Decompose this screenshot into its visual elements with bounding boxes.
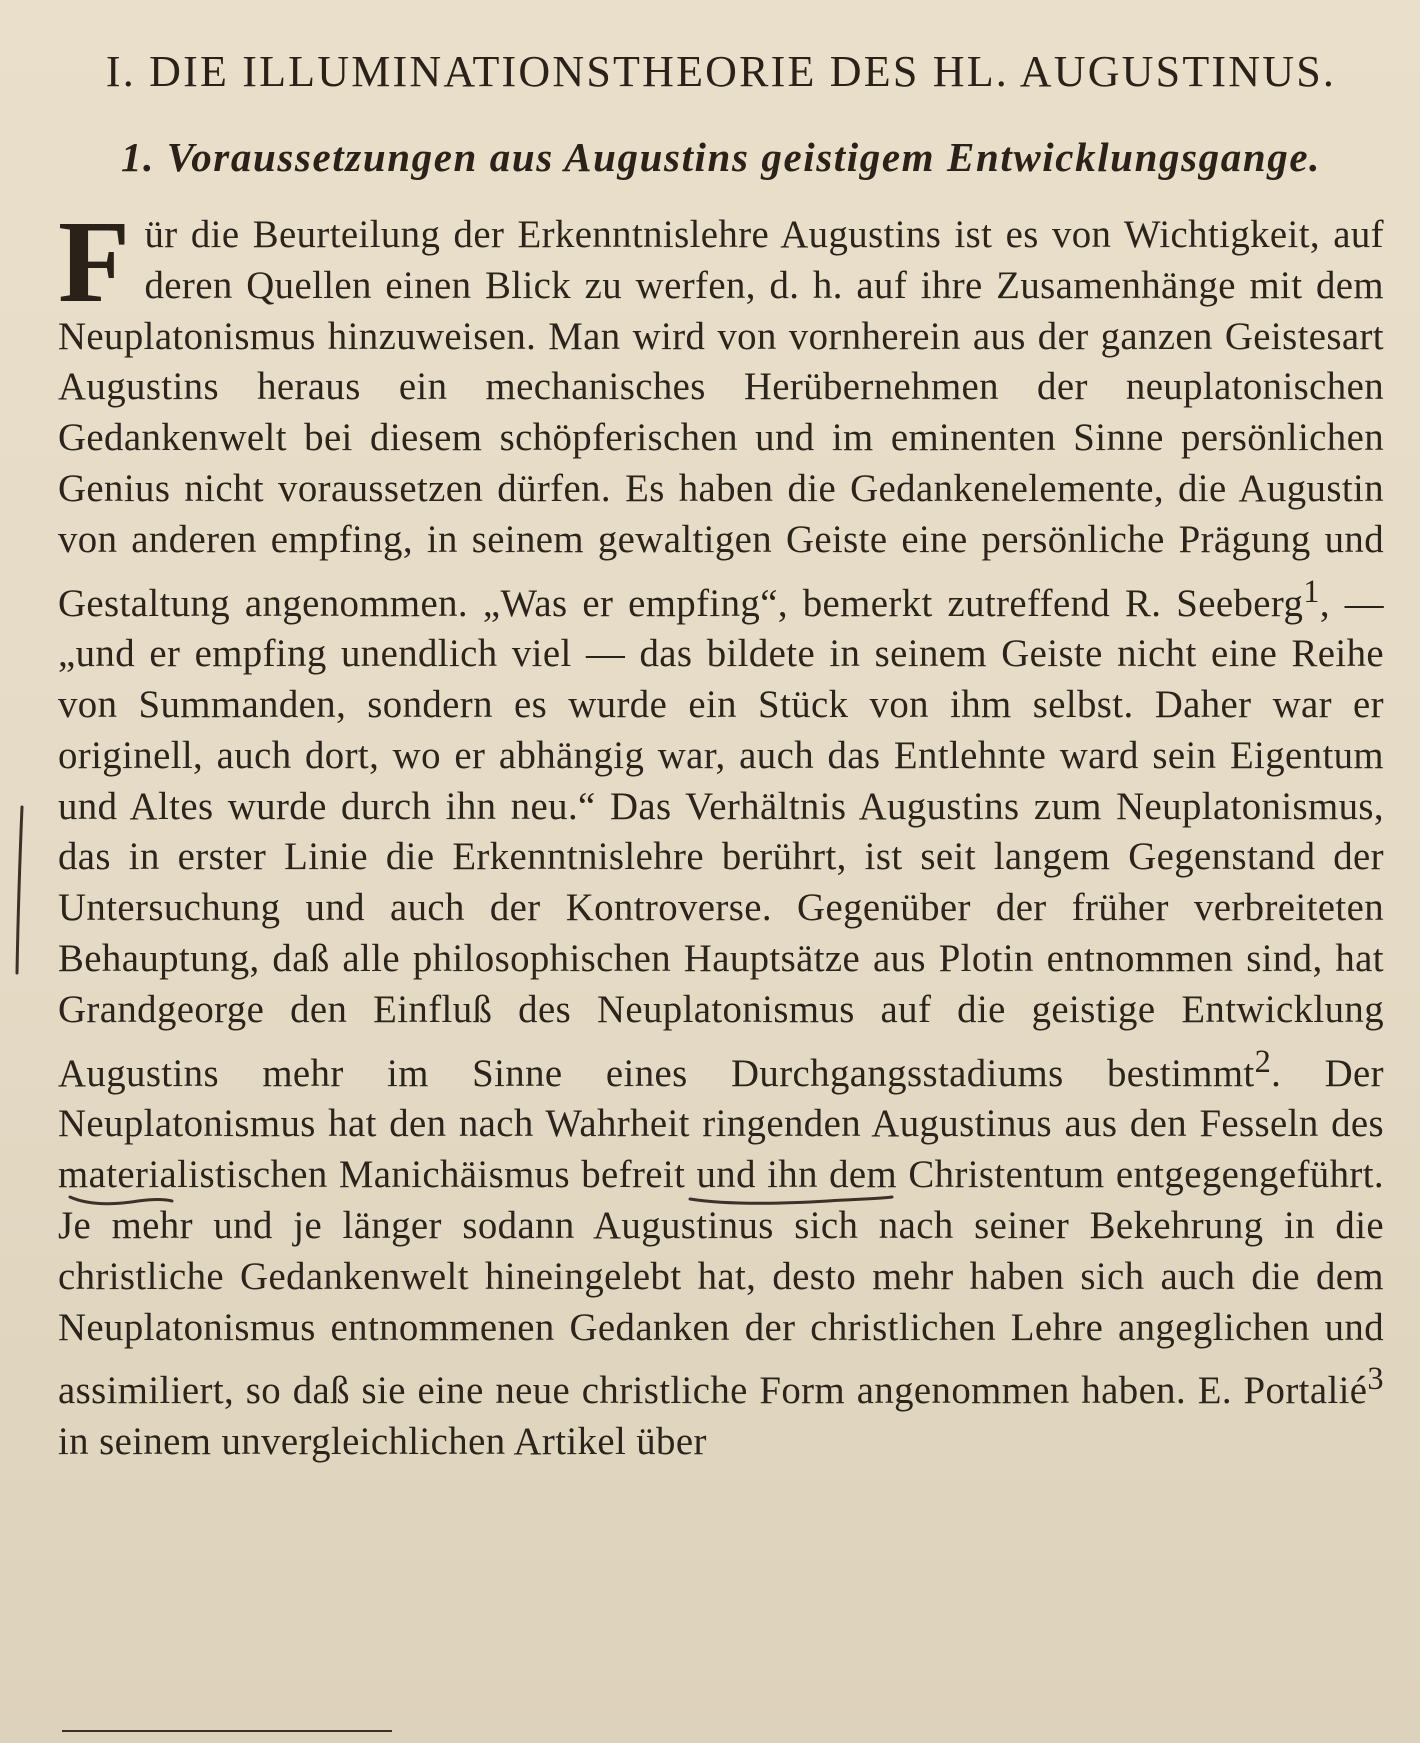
chapter-title: I. DIE ILLUMINATIONSTHEORIE DES HL. AUGUSTINUS. — [105, 47, 1337, 96]
book-page — [58, 40, 1384, 1730]
footnote-ref-2[interactable]: 2 — [1254, 1042, 1272, 1079]
underlined-name-grandgeorge: Grandgeorge — [58, 987, 265, 1031]
paragraph-text-1: ür die Beurteilung der Erkenntnislehre Augustins ist es von Wichtigkeit, auf deren Quellen einen Blick zu werfen, d. h. auf ihre Zusamenhänge mit dem Neuplatonismus hinzuweisen. Man wird von vornherein aus der ganzen Geistesart Augustins heraus ein mechanisches Herübernehmen der neuplatonischen Gedankenwelt bei diesem schöpferischen und im eminenten Sinne persönlichen Genius nicht voraussetzen dürfen. Es haben die Gedankenelemente, die Augustin von anderen empfing, in seinem gewaltigen Geiste eine persönliche Prägung und Gestaltung angenommen. „Was er empfing“, bemerkt zutreffend R. Seeberg — [58, 213, 1384, 625]
footnote-ref-3[interactable]: 3 — [1367, 1360, 1384, 1397]
paragraph-text-4: den Einfluß des Neuplatonismus auf die geistige Entwicklung Augustins mehr im Sinne eines Durchgangsstadiums bestimmt — [58, 987, 1384, 1095]
pencil-margin-mark — [14, 805, 24, 975]
paragraph-text-5: . Der Neuplatonismus hat den nach Wahrheit ringenden Augustinus aus den Fesseln des materialistischen Manichäismus befreit und ihn dem Christentum entgegengeführt. Je mehr und je länger sodann Augustinus sich nach seiner Bekehrung in die christliche Gedankenwelt hineingelebt hat, desto mehr haben sich auch die dem Neuplatonismus entnommenen Gedanken der christlichen Lehre angeglichen und assimiliert, so daß sie eine neue christliche Form angenommen haben. E. Portalié — [58, 1051, 1385, 1413]
drop-cap: F — [58, 196, 131, 327]
section-title: 1. Voraussetzungen aus Augustins geistigem Entwicklungsgange. — [121, 134, 1321, 180]
body-paragraph — [58, 196, 1385, 1468]
paragraph-text-6: in seinem unvergleichlichen Artikel über — [58, 1420, 707, 1464]
footnote-separator — [62, 1730, 392, 1732]
paragraph-text-3: entnommen sind, hat — [1033, 937, 1384, 981]
paragraph-text-2: , — „und er empfing unendlich viel — das bildete in seinem Geiste nicht eine Reihe von Summanden, sondern es wurde ein Stück von ihm selbst. Daher war er originell, auch dort, wo er abhängig war, auch das Entlehnte ward sein Eigentum und Altes wurde durch ihn neu.“ Das Verhältnis Augustins zum Neuplatonismus, das in erster Linie die Erkenntnislehre berührt, ist seit langem Gegenstand der Untersuchung und auch der Kontroverse. Gegenüber der früher verbreiteten Behauptung, daß alle philosophischen Hauptsätze aus — [58, 581, 1385, 981]
underlined-name-plotin: Plotin — [938, 937, 1034, 981]
footnote-ref-1[interactable]: 1 — [1303, 572, 1320, 609]
